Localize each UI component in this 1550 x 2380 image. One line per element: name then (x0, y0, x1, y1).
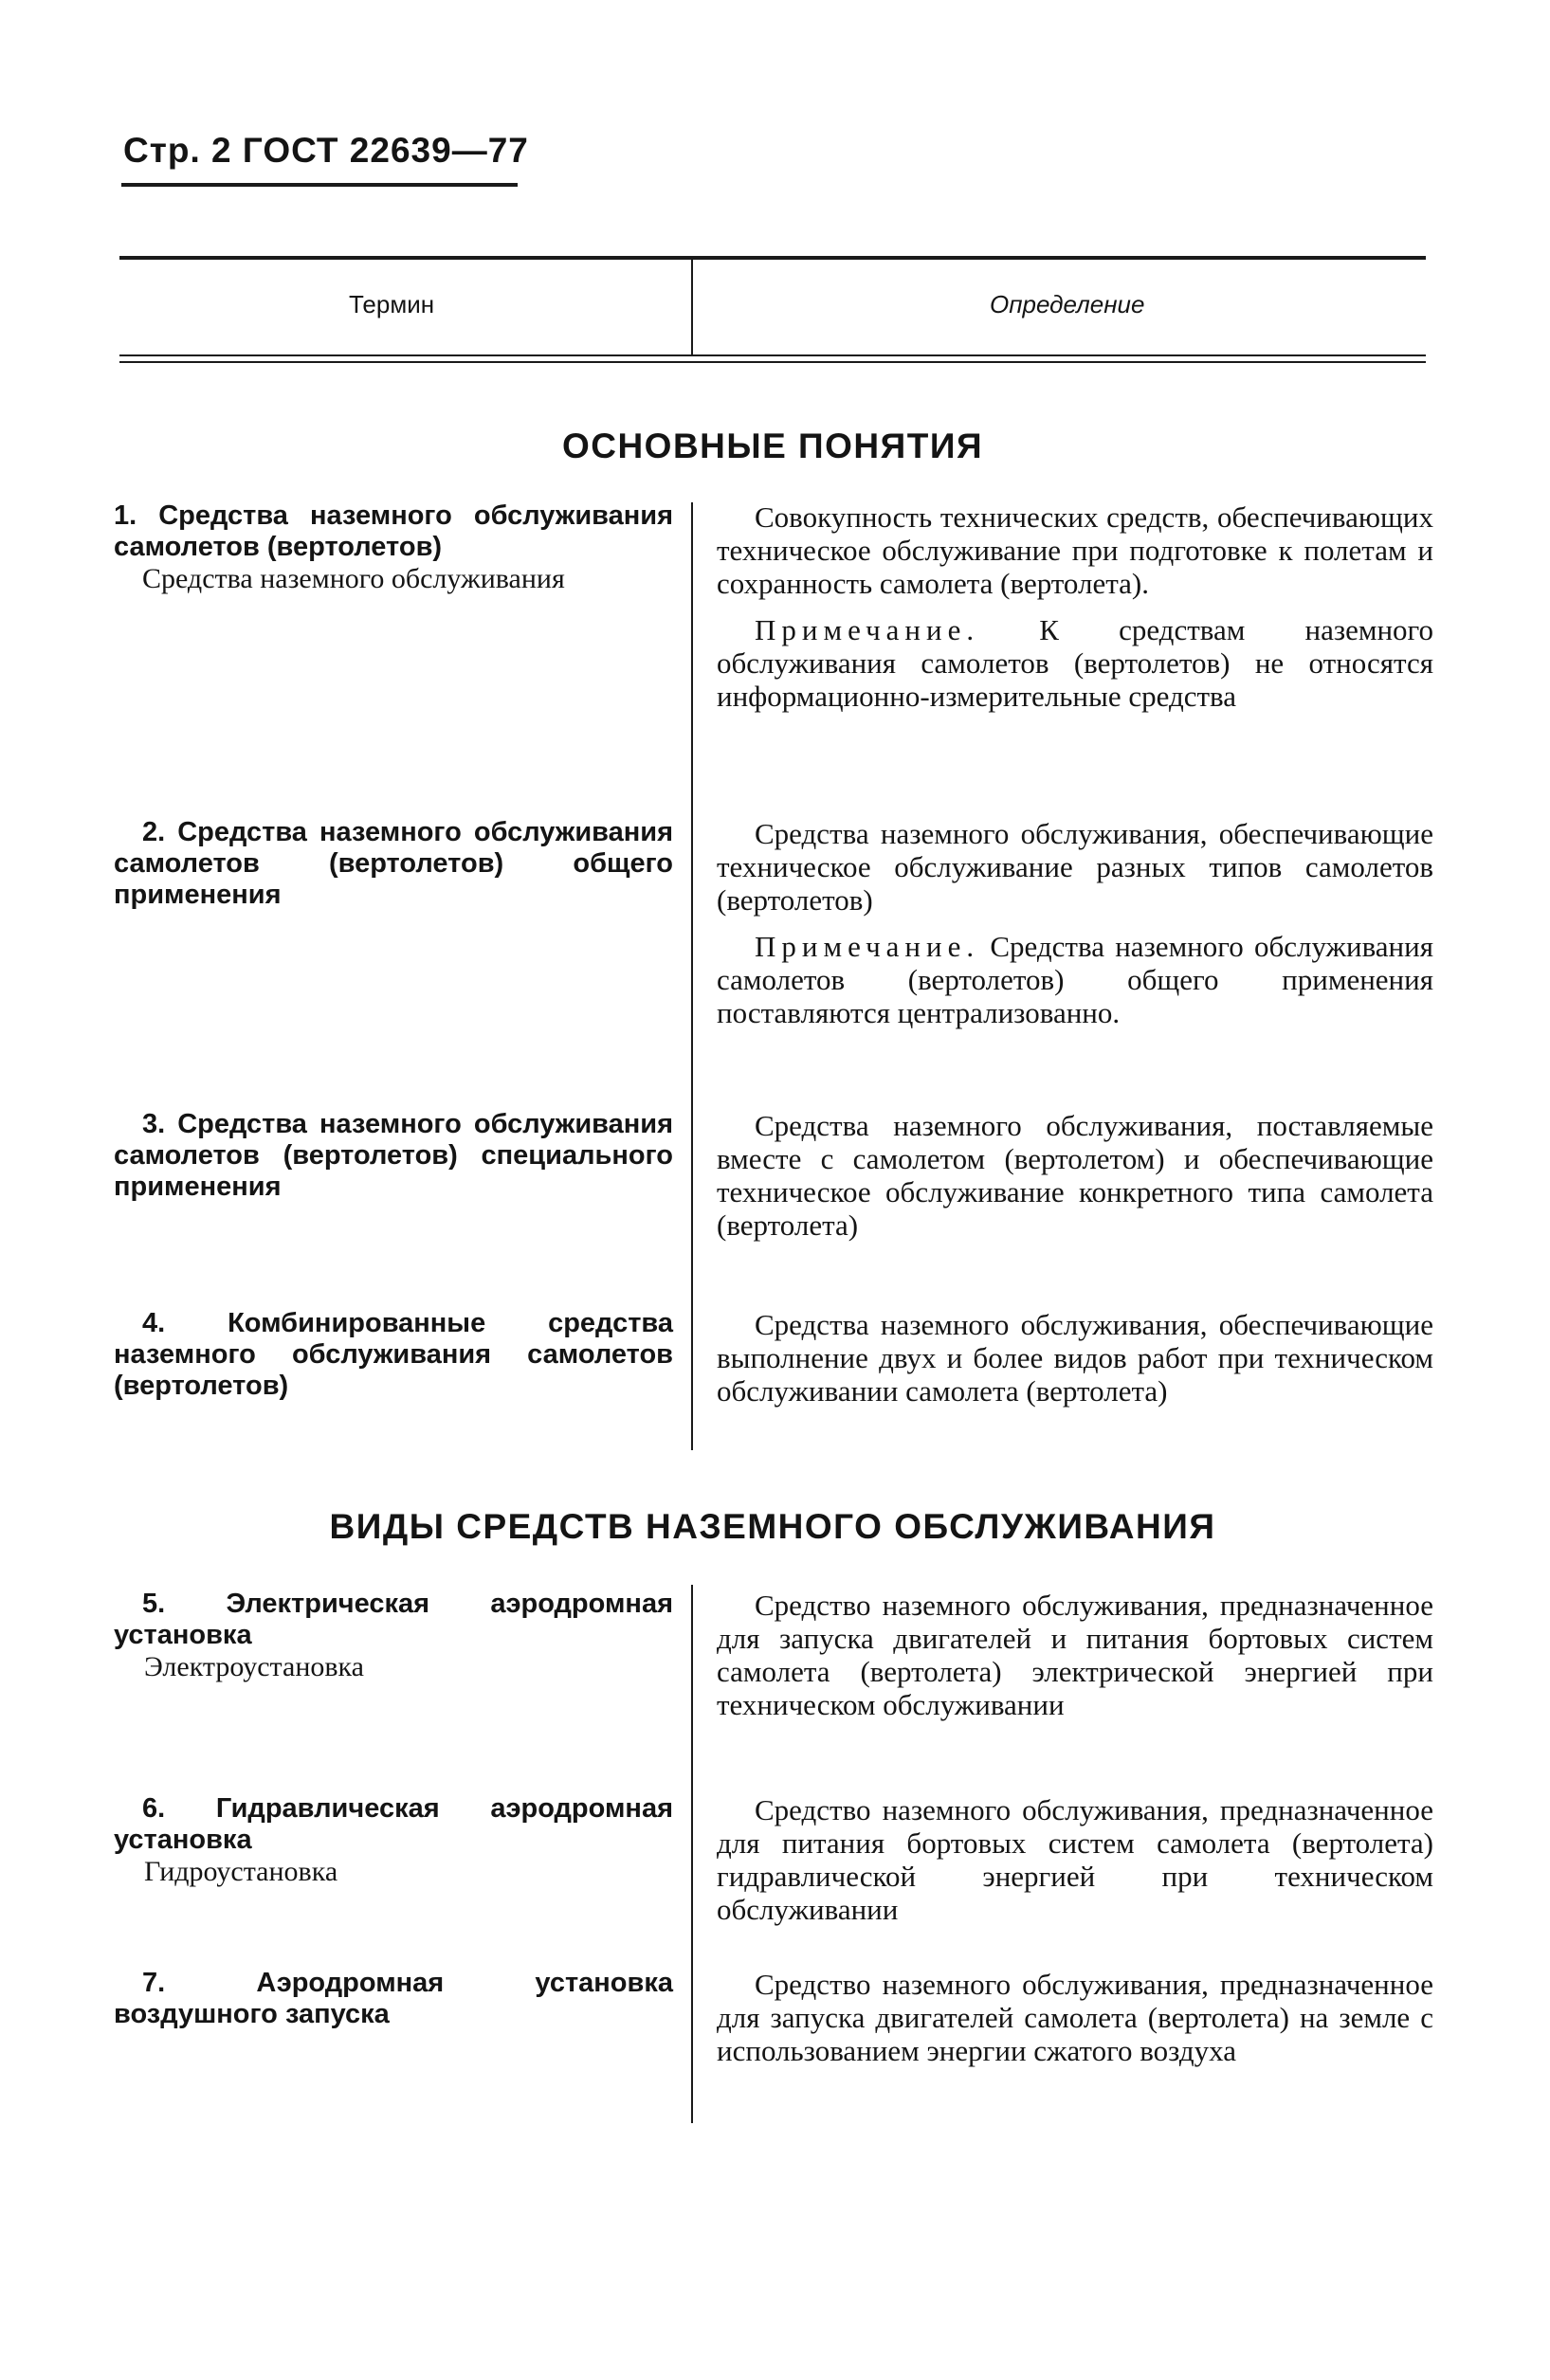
term-name: 4. Комбинированные средства наземного обслуживания самолетов (вертолетов) (114, 1308, 673, 1401)
note-text: К средствам наземного обслуживания самолетов (вертолетов) не относятся информационно-измерительные средства (717, 613, 1434, 713)
term-synonym: Гидроустановка (144, 1856, 338, 1887)
term-synonym: Электроустановка (144, 1651, 364, 1682)
definition-entry-6 (717, 1793, 1433, 1926)
table-header-rule-1 (119, 354, 1426, 356)
definition-entry-4 (717, 1308, 1433, 1408)
term-name: 2. Средства наземного обслуживания самолетов (вертолетов) общего применения (114, 817, 673, 910)
definition-text: Средство наземного обслуживания, предназначенное для питания бортовых систем самолета (вертолета) гидравлической энергией при техническом обслуживании (717, 1793, 1433, 1926)
definition-note (717, 930, 1433, 1029)
table-header-rule-2 (119, 361, 1426, 363)
term-entry-7 (114, 1968, 673, 2030)
definition-text: Средство наземного обслуживания, предназначенное для запуска двигателей самолета (вертолета) на земле с использованием энергии сжатого воздуха (717, 1968, 1433, 2067)
section-title: ВИДЫ СРЕДСТВ НАЗЕМНОГО ОБСЛУЖИВАНИЯ (329, 1507, 1216, 1546)
header-underline (121, 183, 518, 187)
definition-text: Совокупность технических средств, обеспечивающих техническое обслуживание при подготовке к полетам и сохранность самолета (вертолета). (717, 500, 1433, 600)
column-header-divider (691, 258, 693, 356)
term-name: 1. Средства наземного обслуживания самолетов (вертолетов) (114, 500, 673, 562)
term-entry-6 (114, 1793, 673, 1887)
definition-entry-3 (717, 1109, 1433, 1242)
note-label: Примечание. (755, 930, 980, 963)
term-name: 3. Средства наземного обслуживания самолетов (вертолетов) специального применения (114, 1109, 673, 1202)
definition-text: Средство наземного обслуживания, предназначенное для запуска двигателей и питания бортовых систем самолета (вертолета) электрической энергией при техническом обслуживании (717, 1589, 1433, 1721)
definition-text: Средства наземного обслуживания, обеспечивающие выполнение двух и более видов работ при техническом обслуживании самолета (вертолета) (717, 1308, 1433, 1408)
term-name: 6. Гидравлическая аэродромная установка (114, 1793, 673, 1855)
term-entry-4 (114, 1308, 673, 1402)
term-entry-3 (114, 1109, 673, 1203)
term-entry-1 (114, 500, 673, 594)
definition-entry-7 (717, 1968, 1433, 2067)
term-name: 5. Электрическая аэродромная установка (114, 1589, 673, 1650)
definition-text: Средства наземного обслуживания, поставляемые вместе с самолетом (вертолетом) и обеспечивающие техническое обслуживание конкретного типа самолета (вертолета) (717, 1109, 1433, 1242)
term-entry-2 (114, 817, 673, 911)
column-divider (691, 502, 693, 1450)
column-divider (691, 1585, 693, 2123)
column-header-term: Термин (349, 290, 435, 318)
note-label: Примечание. (755, 613, 980, 646)
section-title: ОСНОВНЫЕ ПОНЯТИЯ (561, 427, 984, 465)
term-synonym: Средства наземного обслуживания (142, 563, 565, 594)
definition-text: Средства наземного обслуживания, обеспечивающие техническое обслуживание разных типов самолетов (вертолетов) (717, 817, 1433, 917)
definition-entry-2 (717, 817, 1433, 1029)
definition-entry-1 (717, 500, 1433, 713)
term-name: 7. Аэродромная установка воздушного запуска (114, 1968, 673, 2029)
definition-note (717, 613, 1433, 713)
page-header: Стр. 2 ГОСТ 22639—77 (123, 131, 529, 170)
table-top-rule (119, 256, 1426, 260)
term-entry-5 (114, 1589, 673, 1682)
column-header-definition: Определение (990, 290, 1145, 318)
definition-entry-5 (717, 1589, 1433, 1721)
note-text: Средства наземного обслуживания самолетов (вертолетов) общего применения поставляются централизованно. (717, 930, 1433, 1029)
